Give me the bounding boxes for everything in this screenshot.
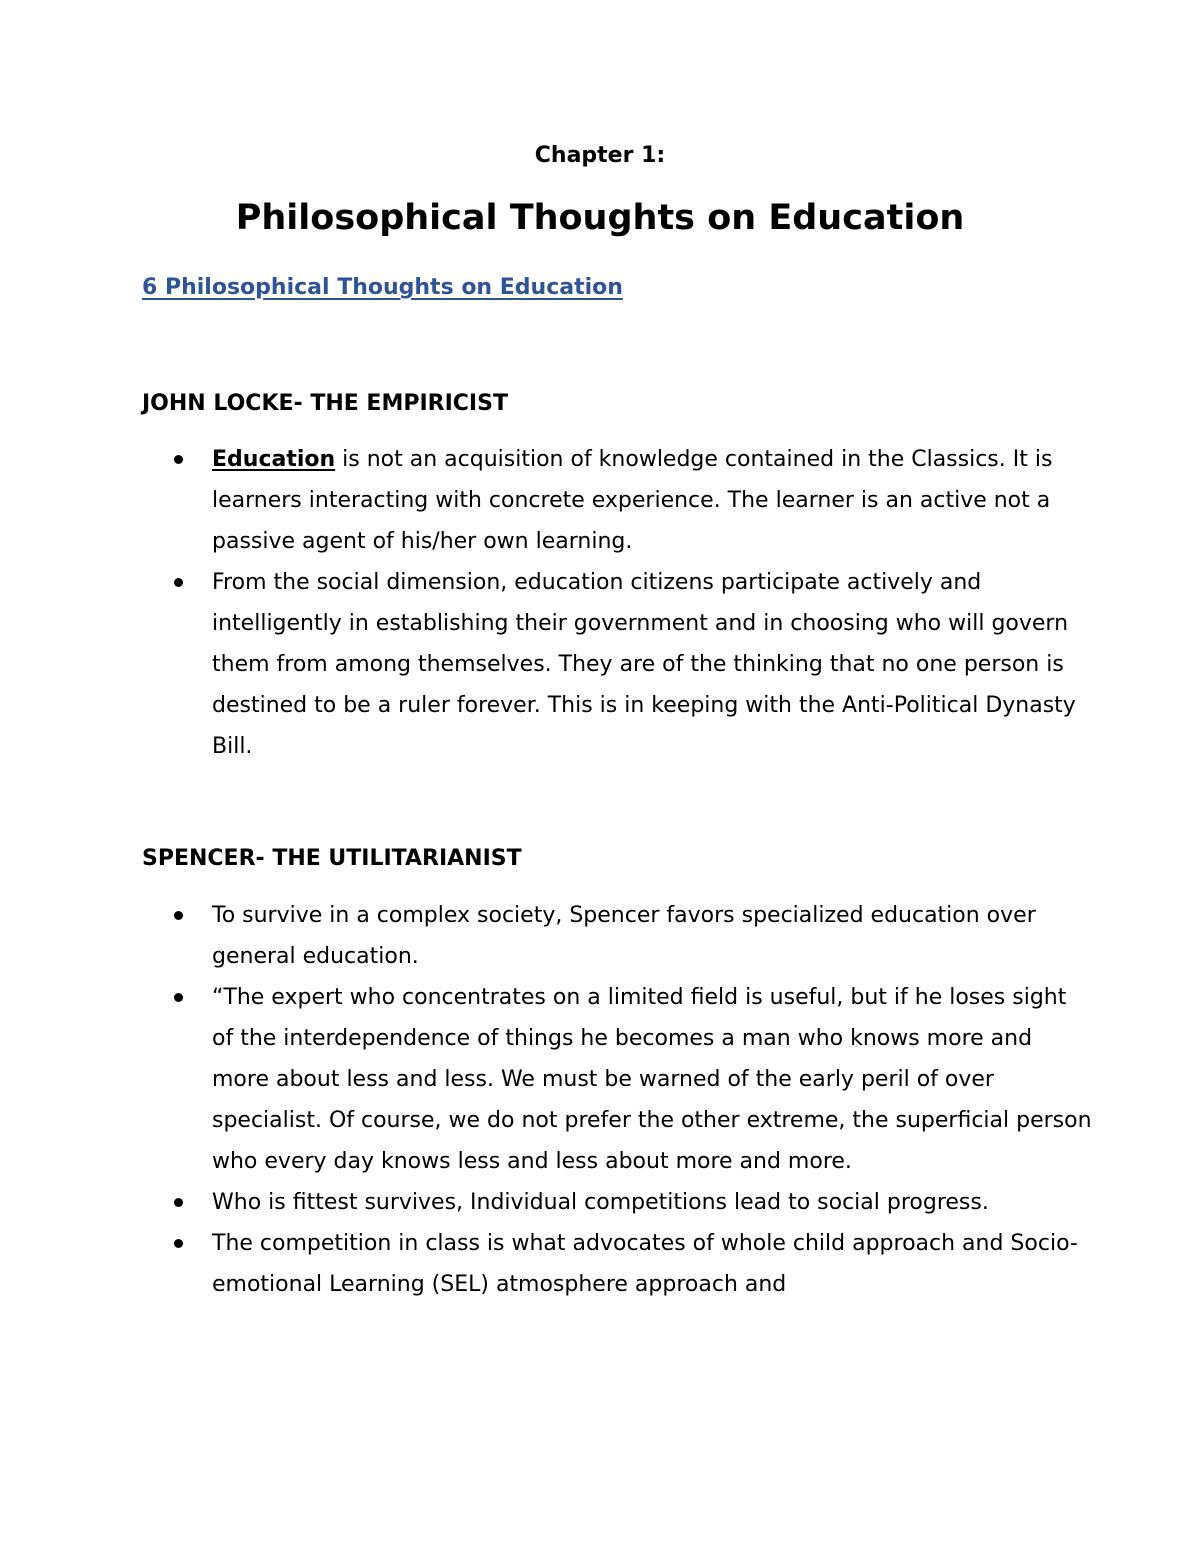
list-item bbox=[212, 1223, 1092, 1305]
list-item bbox=[212, 977, 1092, 1182]
term-education: Education bbox=[212, 447, 336, 472]
list-item-text: is not an acquisition of knowledge contained in the Classics. It is learners interacting with concrete experience. The learner is an active not a passive agent of his/her own learning. bbox=[212, 447, 1053, 554]
list-item bbox=[212, 562, 1092, 767]
section-heading-locke: JOHN LOCKE- THE EMPIRICIST bbox=[142, 391, 508, 416]
list-item bbox=[212, 895, 1092, 977]
bullet-icon bbox=[174, 993, 183, 1002]
toc-link[interactable]: 6 Philosophical Thoughts on Education bbox=[142, 275, 623, 300]
list-item-text: The competition in class is what advocates of whole child approach and Socio-emotional Learning (SEL) atmosphere approach and bbox=[212, 1231, 1078, 1297]
list-item-text: From the social dimension, education citizens participate actively and intelligently in establishing their government and in choosing who will govern them from among themselves. They are of the thinking that no one person is destined to be a ruler forever. This is in keeping with the Anti-Political Dynasty Bill. bbox=[212, 570, 1076, 759]
list-item-text: Who is fittest survives, Individual competitions lead to social progress. bbox=[212, 1190, 989, 1215]
bullet-icon bbox=[174, 455, 183, 464]
list-item-text: To survive in a complex society, Spencer favors specialized education over general education. bbox=[212, 903, 1036, 969]
page-title: Philosophical Thoughts on Education bbox=[235, 198, 965, 238]
list-item bbox=[212, 1182, 1092, 1223]
bullet-list-spencer bbox=[212, 895, 1092, 1305]
section-heading-spencer: SPENCER- THE UTILITARIANIST bbox=[142, 846, 522, 871]
bullet-list-locke bbox=[212, 439, 1092, 767]
list-item-text: “The expert who concentrates on a limited field is useful, but if he loses sight of the interdependence of things he becomes a man who knows more and more about less and less. We must be warned of the early peril of over specialist. Of course, we do not prefer the other extreme, the superficial person who every day knows less and less about more and more. bbox=[212, 985, 1092, 1174]
list-item bbox=[212, 439, 1092, 562]
bullet-icon bbox=[174, 1239, 183, 1248]
bullet-icon bbox=[174, 911, 183, 920]
chapter-label: Chapter 1: bbox=[534, 143, 666, 168]
bullet-icon bbox=[174, 1198, 183, 1207]
bullet-icon bbox=[174, 578, 183, 587]
